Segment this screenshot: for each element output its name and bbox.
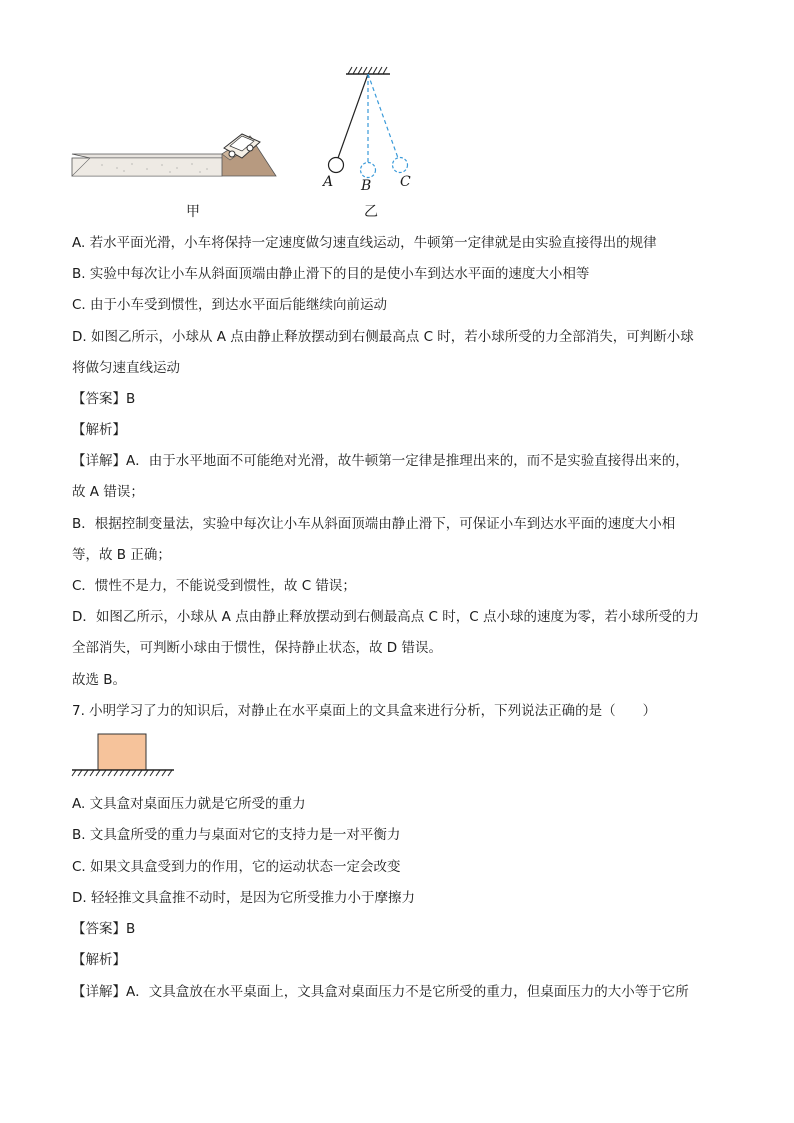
q6-detail-line8: 故选 B。: [72, 672, 127, 688]
q6-detail-line4: 等，故 B 正确；: [72, 547, 171, 563]
q7-option-b: B. 文具盒所受的重力与桌面对它的支持力是一对平衡力: [72, 827, 401, 843]
q6-detail-line2: 故 A 错误；: [72, 484, 144, 500]
q6-option-c: C. 由于小车受到惯性，到达水平面后能继续向前运动: [72, 297, 388, 313]
q7-answer: 【答案】B: [72, 921, 136, 937]
q7-analysis-heading: 【解析】: [72, 952, 126, 968]
q7-detail-line1: 【详解】A．文具盒放在水平桌面上，文具盒对桌面压力不是它所受的重力，但桌面压力的大小等于它所: [72, 984, 689, 1000]
q6-detail-line7: 全部消失，可判断小球由于惯性，保持静止状态，故 D 错误。: [72, 640, 442, 656]
q7-box-on-table-diagram: [72, 734, 176, 778]
q6-detail-line5: C．惯性不是力，不能说受到惯性，故 C 错误；: [72, 578, 356, 594]
ball-c: [393, 158, 408, 173]
q6-option-d-line1: D. 如图乙所示，小球从 A 点由静止释放摆动到右侧最高点 C 时，若小球所受的力全部消失，可判断小球: [72, 329, 694, 345]
q6-analysis-heading: 【解析】: [72, 422, 126, 438]
q6-detail-line1: 【详解】A．由于水平地面不可能绝对光滑，故牛顿第一定律是推理出来的，而不是实验直接得出来的，: [72, 453, 689, 469]
pencil-box: [98, 734, 146, 770]
ball-b: [361, 163, 376, 178]
figure-jia-label: 甲: [186, 204, 200, 220]
figure-jia-diagram: [72, 128, 282, 184]
point-a-label: A: [323, 174, 334, 190]
q7-stem: 7. 小明学习了力的知识后，对静止在水平桌面上的文具盒来进行分析，下列说法正确的是（ ）: [72, 703, 657, 719]
figure-yi-label: 乙: [364, 204, 378, 220]
point-b-label: B: [361, 178, 372, 194]
ball-a: [329, 158, 344, 173]
q7-option-a: A. 文具盒对桌面压力就是它所受的重力: [72, 796, 306, 812]
q6-option-a: A. 若水平面光滑，小车将保持一定速度做匀速直线运动，牛顿第一定律就是由实验直接得出的规律: [72, 235, 657, 251]
q6-detail-line3: B．根据控制变量法，实验中每次让小车从斜面顶端由静止滑下，可保证小车到达水平面的速度大小相: [72, 516, 676, 532]
q6-option-b: B. 实验中每次让小车从斜面顶端由静止滑下的目的是使小车到达水平面的速度大小相等: [72, 266, 590, 282]
q7-option-c: C. 如果文具盒受到力的作用，它的运动状态一定会改变: [72, 859, 401, 875]
q6-detail-line6: D．如图乙所示，小球从 A 点由静止释放摆动到右侧最高点 C 时，C 点小球的速度为零，若小球所受的力: [72, 609, 699, 625]
point-c-label: C: [400, 174, 411, 190]
q7-option-d: D. 轻轻推文具盒推不动时，是因为它所受推力小于摩擦力: [72, 890, 415, 906]
figure-yi-diagram: [320, 64, 430, 194]
q6-answer: 【答案】B: [72, 391, 136, 407]
q6-option-d-line2: 将做匀速直线运动: [72, 360, 180, 376]
